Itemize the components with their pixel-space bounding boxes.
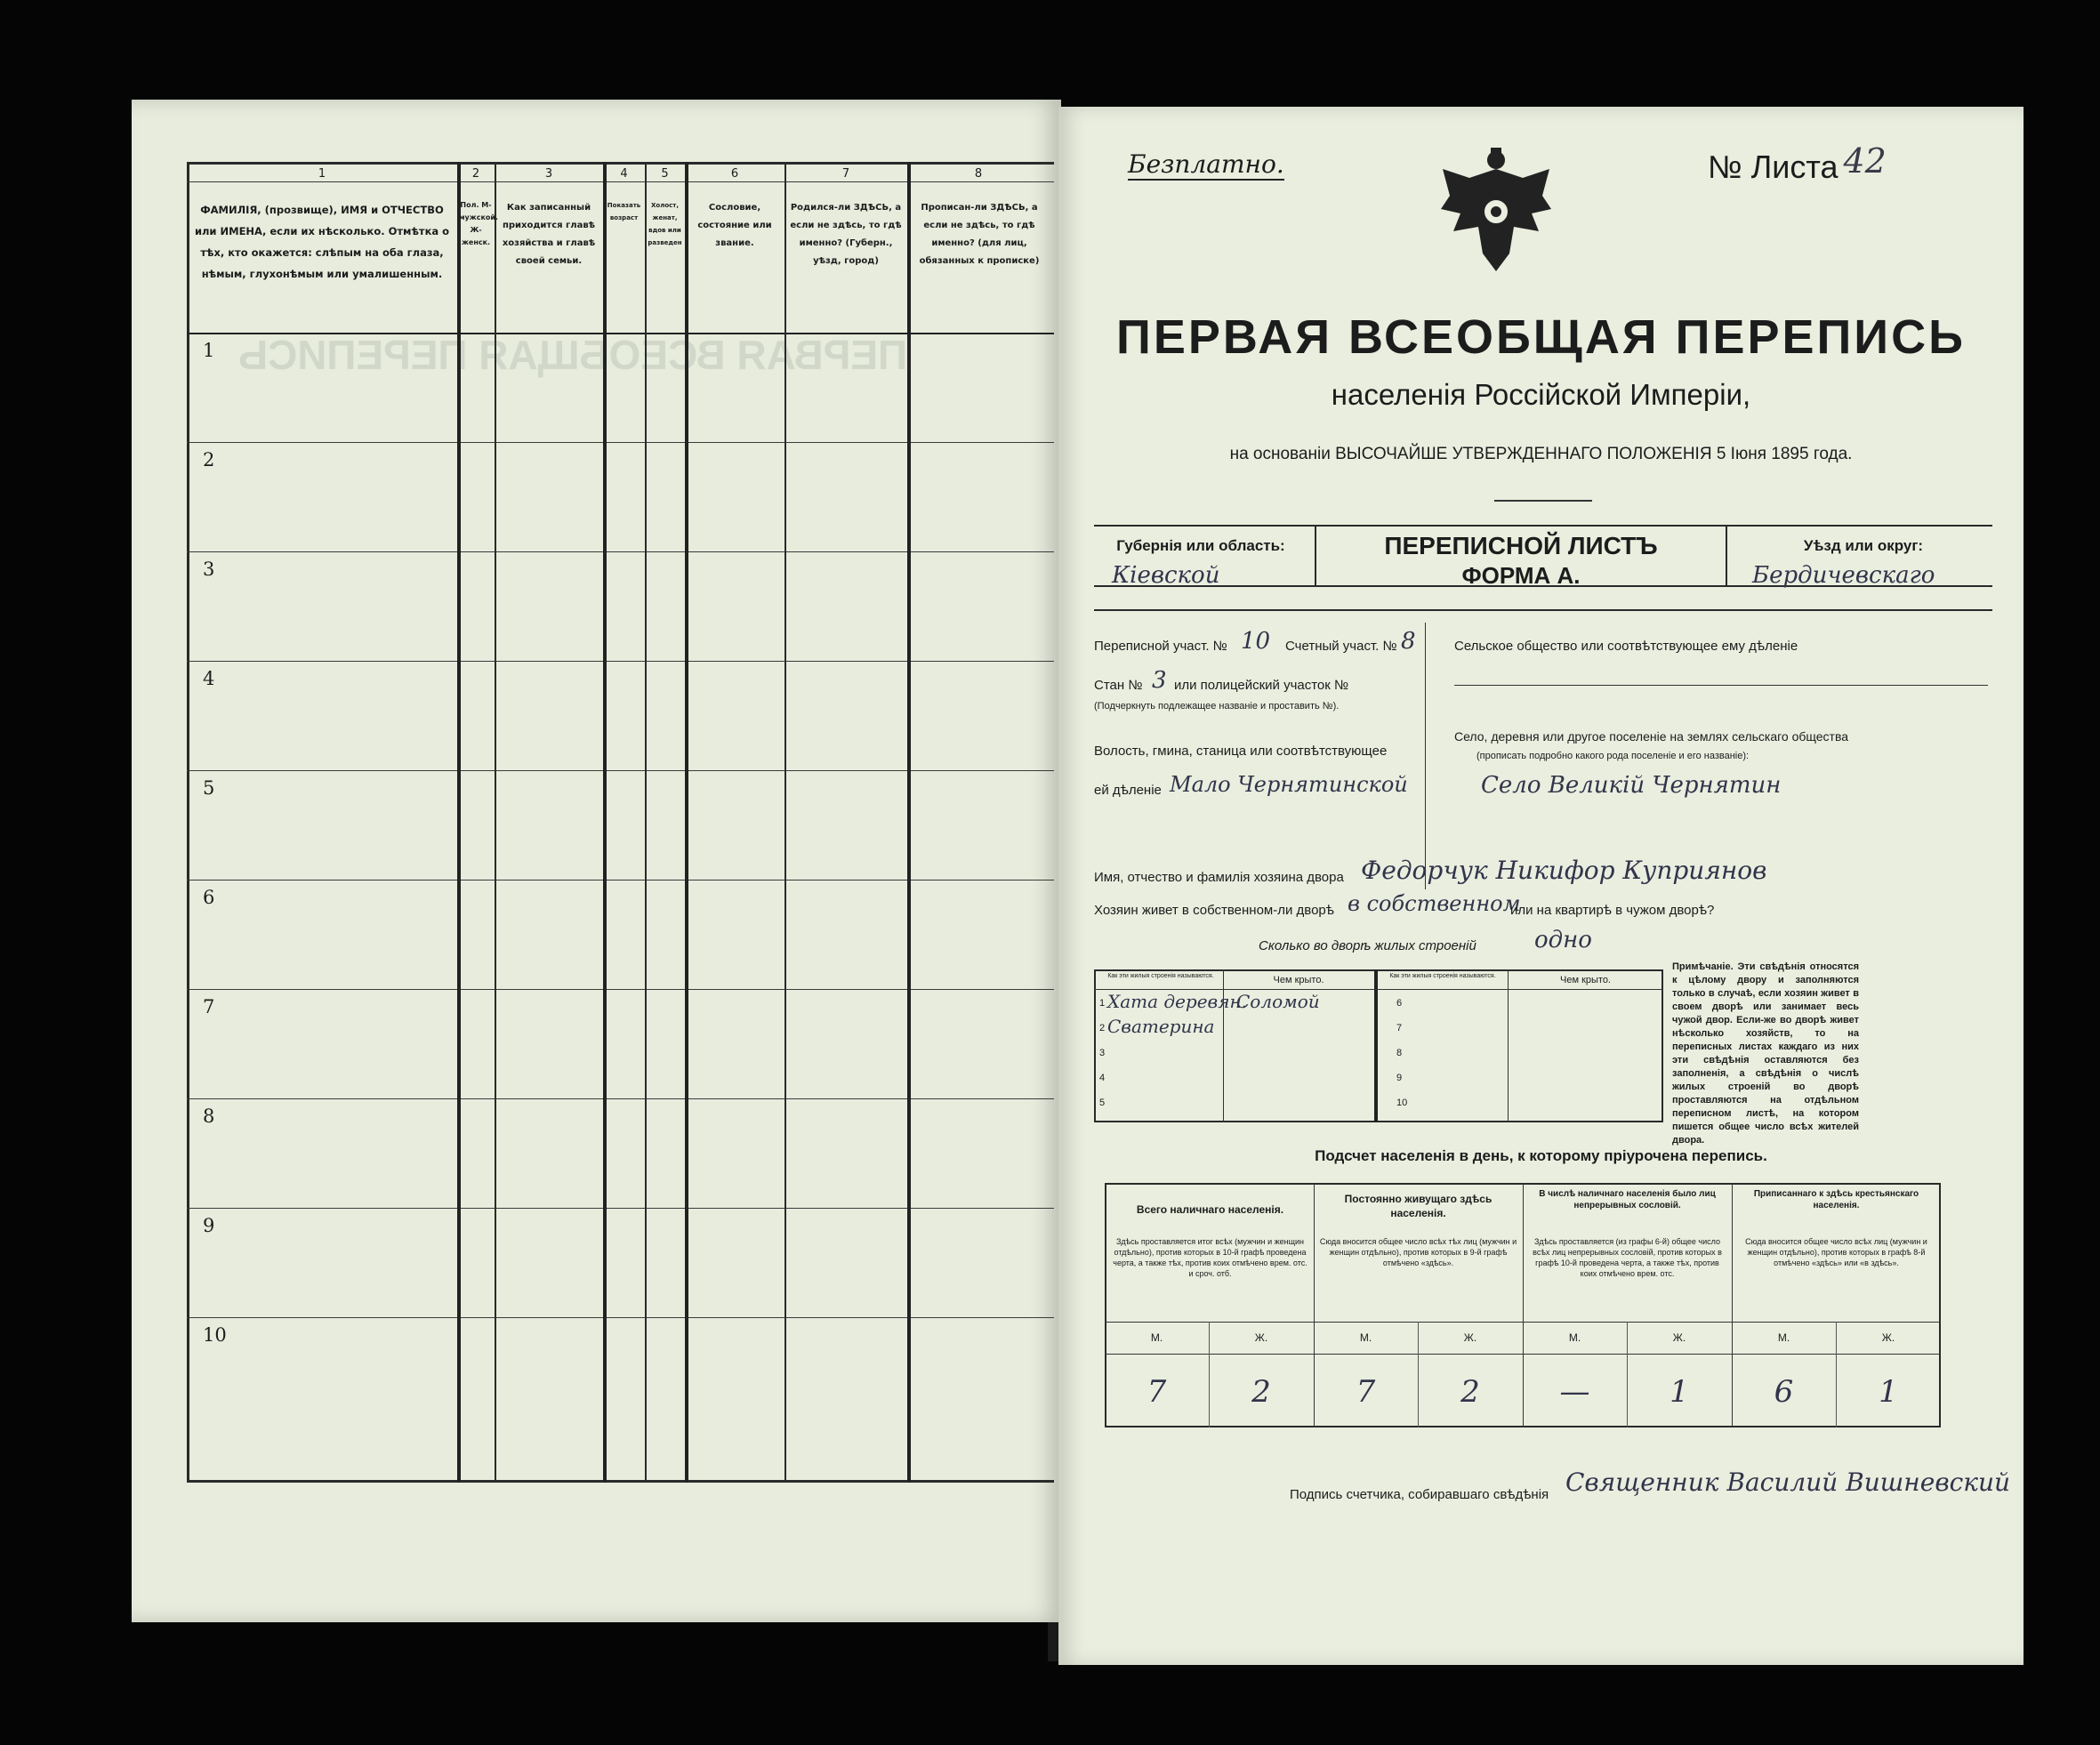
village-hint: (прописать подробно какого рода поселеніе и его названіе): (1476, 751, 1750, 761)
summary-value: 1 (1670, 1374, 1689, 1410)
form-title: ПЕРЕПИСНОЙ ЛИСТЪ (1384, 532, 1658, 559)
count-section-label: Счетный участ. № (1285, 639, 1397, 654)
sex-label: Ж. (1672, 1331, 1686, 1344)
row-number: 7 (203, 996, 215, 1017)
row-number: 5 (203, 777, 215, 799)
district-label: Уѣзд или округ: (1803, 537, 1924, 554)
sheet-number-value: 42 (1843, 141, 1887, 181)
summary-title: Подсчет населенія в день, к которому пріурочена перепись. (1315, 1147, 1767, 1164)
buildings-header: Чем крыто. (1273, 975, 1324, 985)
column-header-registration: Прописан-ли ЗДѢСЬ, а если не здѣсь, то гдѣ именно? (для лиц, обязанных к прописке) (919, 203, 1040, 266)
column-header-age: Показать возраст (607, 202, 641, 221)
building-name: Сватерина (1107, 1016, 1215, 1037)
building-row-number: 7 (1396, 1023, 1403, 1033)
building-row-number: 10 (1396, 1098, 1408, 1108)
residence-value: в собственном (1348, 891, 1521, 916)
sheet-number (1708, 141, 1887, 186)
bleed-through-text: ПЕРВАЯ ВСЕОБЩАЯ ПЕРЕПИСЬ (238, 332, 908, 378)
sheet-label: № Листа (1708, 149, 1839, 185)
column-number: 6 (730, 167, 739, 181)
buildings-header: Как эти жилыя строенія называются. (1107, 973, 1214, 979)
column-number: 8 (974, 167, 983, 181)
row-number: 10 (203, 1324, 227, 1346)
volost-value: Мало Чернятинской (1170, 772, 1408, 797)
summary-description: Здѣсь проставляется итог всѣх (мужчин и женщин отдѣльно), против которых в 10-й графѣ проведена черта, а также тѣх, против коих отмѣчено врем. отс. и сроч. отб. (1113, 1237, 1307, 1278)
census-section-label: Переписной участ. № (1094, 639, 1227, 654)
summary-header: Всего наличнаго населенія. (1136, 1203, 1284, 1216)
row-number: 8 (203, 1106, 215, 1127)
buildings-header: Чем крыто. (1560, 975, 1611, 985)
district-value: Бердичевскаго (1752, 562, 1935, 589)
summary-value: 2 (1460, 1374, 1480, 1410)
sex-label: Ж. (1254, 1331, 1268, 1344)
buildings-value: одно (1534, 927, 1592, 953)
column-number: 1 (318, 167, 326, 181)
column-number: 7 (841, 167, 850, 181)
underline-note: (Подчеркнуть подлежащее названіе и проставить №). (1094, 701, 1340, 712)
sex-label: М. (1359, 1331, 1372, 1344)
ornament-divider (1494, 500, 1592, 502)
building-row-number: 6 (1396, 998, 1403, 1009)
column-number: 5 (661, 167, 669, 181)
summary-value: 2 (1251, 1374, 1271, 1410)
building-row-number: 9 (1396, 1073, 1403, 1083)
summary-description: Сюда вносится общее число всѣх лиц (мужчин и женщин отдѣльно), против которых в графѣ 8-й отмѣчено «здѣсь» или «в здѣсь». (1745, 1237, 1927, 1267)
column-number: 2 (471, 167, 480, 181)
police-label: или полицейский участок № (1174, 678, 1349, 693)
count-section-value: 8 (1401, 628, 1416, 655)
volost-label-2: ей дѣленіе (1094, 783, 1162, 798)
column-header-birthplace: Родился-ли ЗДѢСЬ, а если не здѣсь, то гдѣ именно? (Губерн., уѣзд, город) (790, 203, 902, 266)
sex-label: Ж. (1463, 1331, 1477, 1344)
building-row-number: 8 (1396, 1048, 1403, 1058)
province-label: Губернія или область: (1116, 537, 1285, 554)
owner-label: Имя, отчество и фамилія хозяина двора (1094, 870, 1344, 885)
page-subtitle: населенія Россійской Имперіи, (1331, 378, 1751, 411)
sex-label: М. (1150, 1331, 1163, 1344)
summary-header: Постоянно живущаго здѣсь населенія. (1344, 1193, 1493, 1219)
summary-value: 1 (1879, 1374, 1898, 1410)
signature-value: Священник Василий Вишневский (1565, 1468, 2011, 1497)
building-row-number: 2 (1099, 1023, 1106, 1033)
household-members-table (187, 162, 1054, 1483)
footnote: Примѣчаніе. Эти свѣдѣнія относятся к цѣлому двору и заполняются только в случаѣ, если хозяин живет в своем дворѣ или занимает весь чужой двор. Если-же во дворѣ живет нѣсколько хозяйств, то на переписных листах каждаго из них эти свѣдѣнія оставляются без заполненія, а свѣдѣнія о числѣ жилых строеній во дворѣ проставляются на отдѣльном переписном листѣ, на котором пишется общее число всѣх жителей двора. (1672, 961, 1859, 1146)
column-number: 4 (620, 167, 628, 181)
free-label: Безплатно. (1128, 149, 1284, 179)
building-row-number: 5 (1099, 1098, 1106, 1108)
row-number: 2 (203, 449, 215, 470)
summary-value: — (1559, 1374, 1590, 1410)
sex-label: М. (1568, 1331, 1581, 1344)
summary-description: Здѣсь проставляется (из графы 6-й) общее число всѣх лиц непрерывных сословій, против которых в графѣ 10-й проведена черта, а также тѣх, против коих отмѣчено врем. отс. (1533, 1237, 1722, 1278)
village-society-label: Сельское общество или соотвѣтствующее ему дѣленіе (1454, 639, 1798, 654)
summary-value: 7 (1147, 1374, 1167, 1410)
row-number: 6 (203, 887, 215, 908)
summary-value: 7 (1356, 1374, 1376, 1410)
summary-header: В числѣ наличнаго населенія было лиц непрерывных сословій. (1539, 1189, 1716, 1210)
buildings-label: Сколько во дворѣ жилых строеній (1259, 938, 1476, 953)
row-number: 1 (203, 340, 215, 361)
right-page (1058, 107, 2024, 1665)
summary-value: 6 (1774, 1374, 1794, 1410)
building-roof: Соломой (1236, 991, 1320, 1012)
building-name: Хата деревян. (1107, 991, 1247, 1012)
residence-label-2: или на квартирѣ в чужом дворѣ? (1510, 903, 1715, 918)
column-header-estate: Сословие, состояние или звание. (697, 203, 772, 248)
stan-label: Стан № (1094, 678, 1143, 693)
column-header-sex: Пол. М-мужской. Ж-женск. (459, 201, 499, 246)
column-number: 3 (544, 167, 553, 181)
summary-header: Приписаннаго к здѣсь крестьянскаго населенія. (1753, 1189, 1919, 1210)
village-value: Село Великій Чернятин (1481, 772, 1782, 799)
buildings-header: Как эти жилыя строенія называются. (1389, 973, 1496, 979)
row-number: 4 (203, 668, 215, 689)
page-title: ПЕРВАЯ ВСЕОБЩАЯ ПЕРЕПИСЬ (1116, 310, 1966, 364)
village-label: Село, деревня или другое поселеніе на землях сельскаго общества (1454, 729, 1849, 744)
column-header-relation: Как записанный приходится главѣ хозяйства и главѣ своей семьи. (502, 203, 596, 266)
sex-label: Ж. (1881, 1331, 1895, 1344)
row-number: 3 (203, 559, 215, 580)
residence-label: Хозяин живет в собственном-ли дворѣ (1094, 903, 1334, 918)
summary-description: Сюда вносится общее число всѣх тѣх лиц (мужчин и женщин отдѣльно), против которых в 9-й графѣ отмѣчено «здѣсь». (1319, 1237, 1517, 1267)
column-header-marital: Холост, женат, вдов или разведен (648, 202, 682, 246)
column-header-name: ФАМИЛІЯ, (прозвище), ИМЯ и ОТЧЕСТВО или ИМЕНА, если их нѣсколько. Отмѣтка о тѣх, кто окажется: слѣпым на оба глаза, нѣмым, глухонѣмым или умалишенным. (194, 204, 450, 280)
sex-label: М. (1777, 1331, 1790, 1344)
building-row-number: 3 (1099, 1048, 1106, 1058)
owner-value: Федорчук Никифор Куприянов (1361, 856, 1767, 885)
building-row-number: 1 (1099, 998, 1106, 1009)
volost-label: Волость, гмина, станица или соотвѣтствующее (1094, 744, 1388, 759)
decree-text: на основаніи ВЫСОЧАЙШЕ УТВЕРЖДЕННАГО ПОЛОЖЕНІЯ 5 Іюня 1895 года. (1229, 445, 1853, 463)
province-value: Кіевской (1112, 562, 1220, 589)
census-section-value: 10 (1241, 628, 1271, 655)
row-number: 9 (203, 1215, 215, 1236)
form-subtitle: ФОРМА А. (1461, 562, 1581, 589)
left-page (132, 100, 1061, 1622)
imperial-eagle-icon (1434, 142, 1558, 276)
building-row-number: 4 (1099, 1073, 1106, 1083)
stan-value: 3 (1152, 667, 1167, 694)
signature-label: Подпись счетчика, собиравшаго свѣдѣнія (1290, 1487, 1549, 1502)
